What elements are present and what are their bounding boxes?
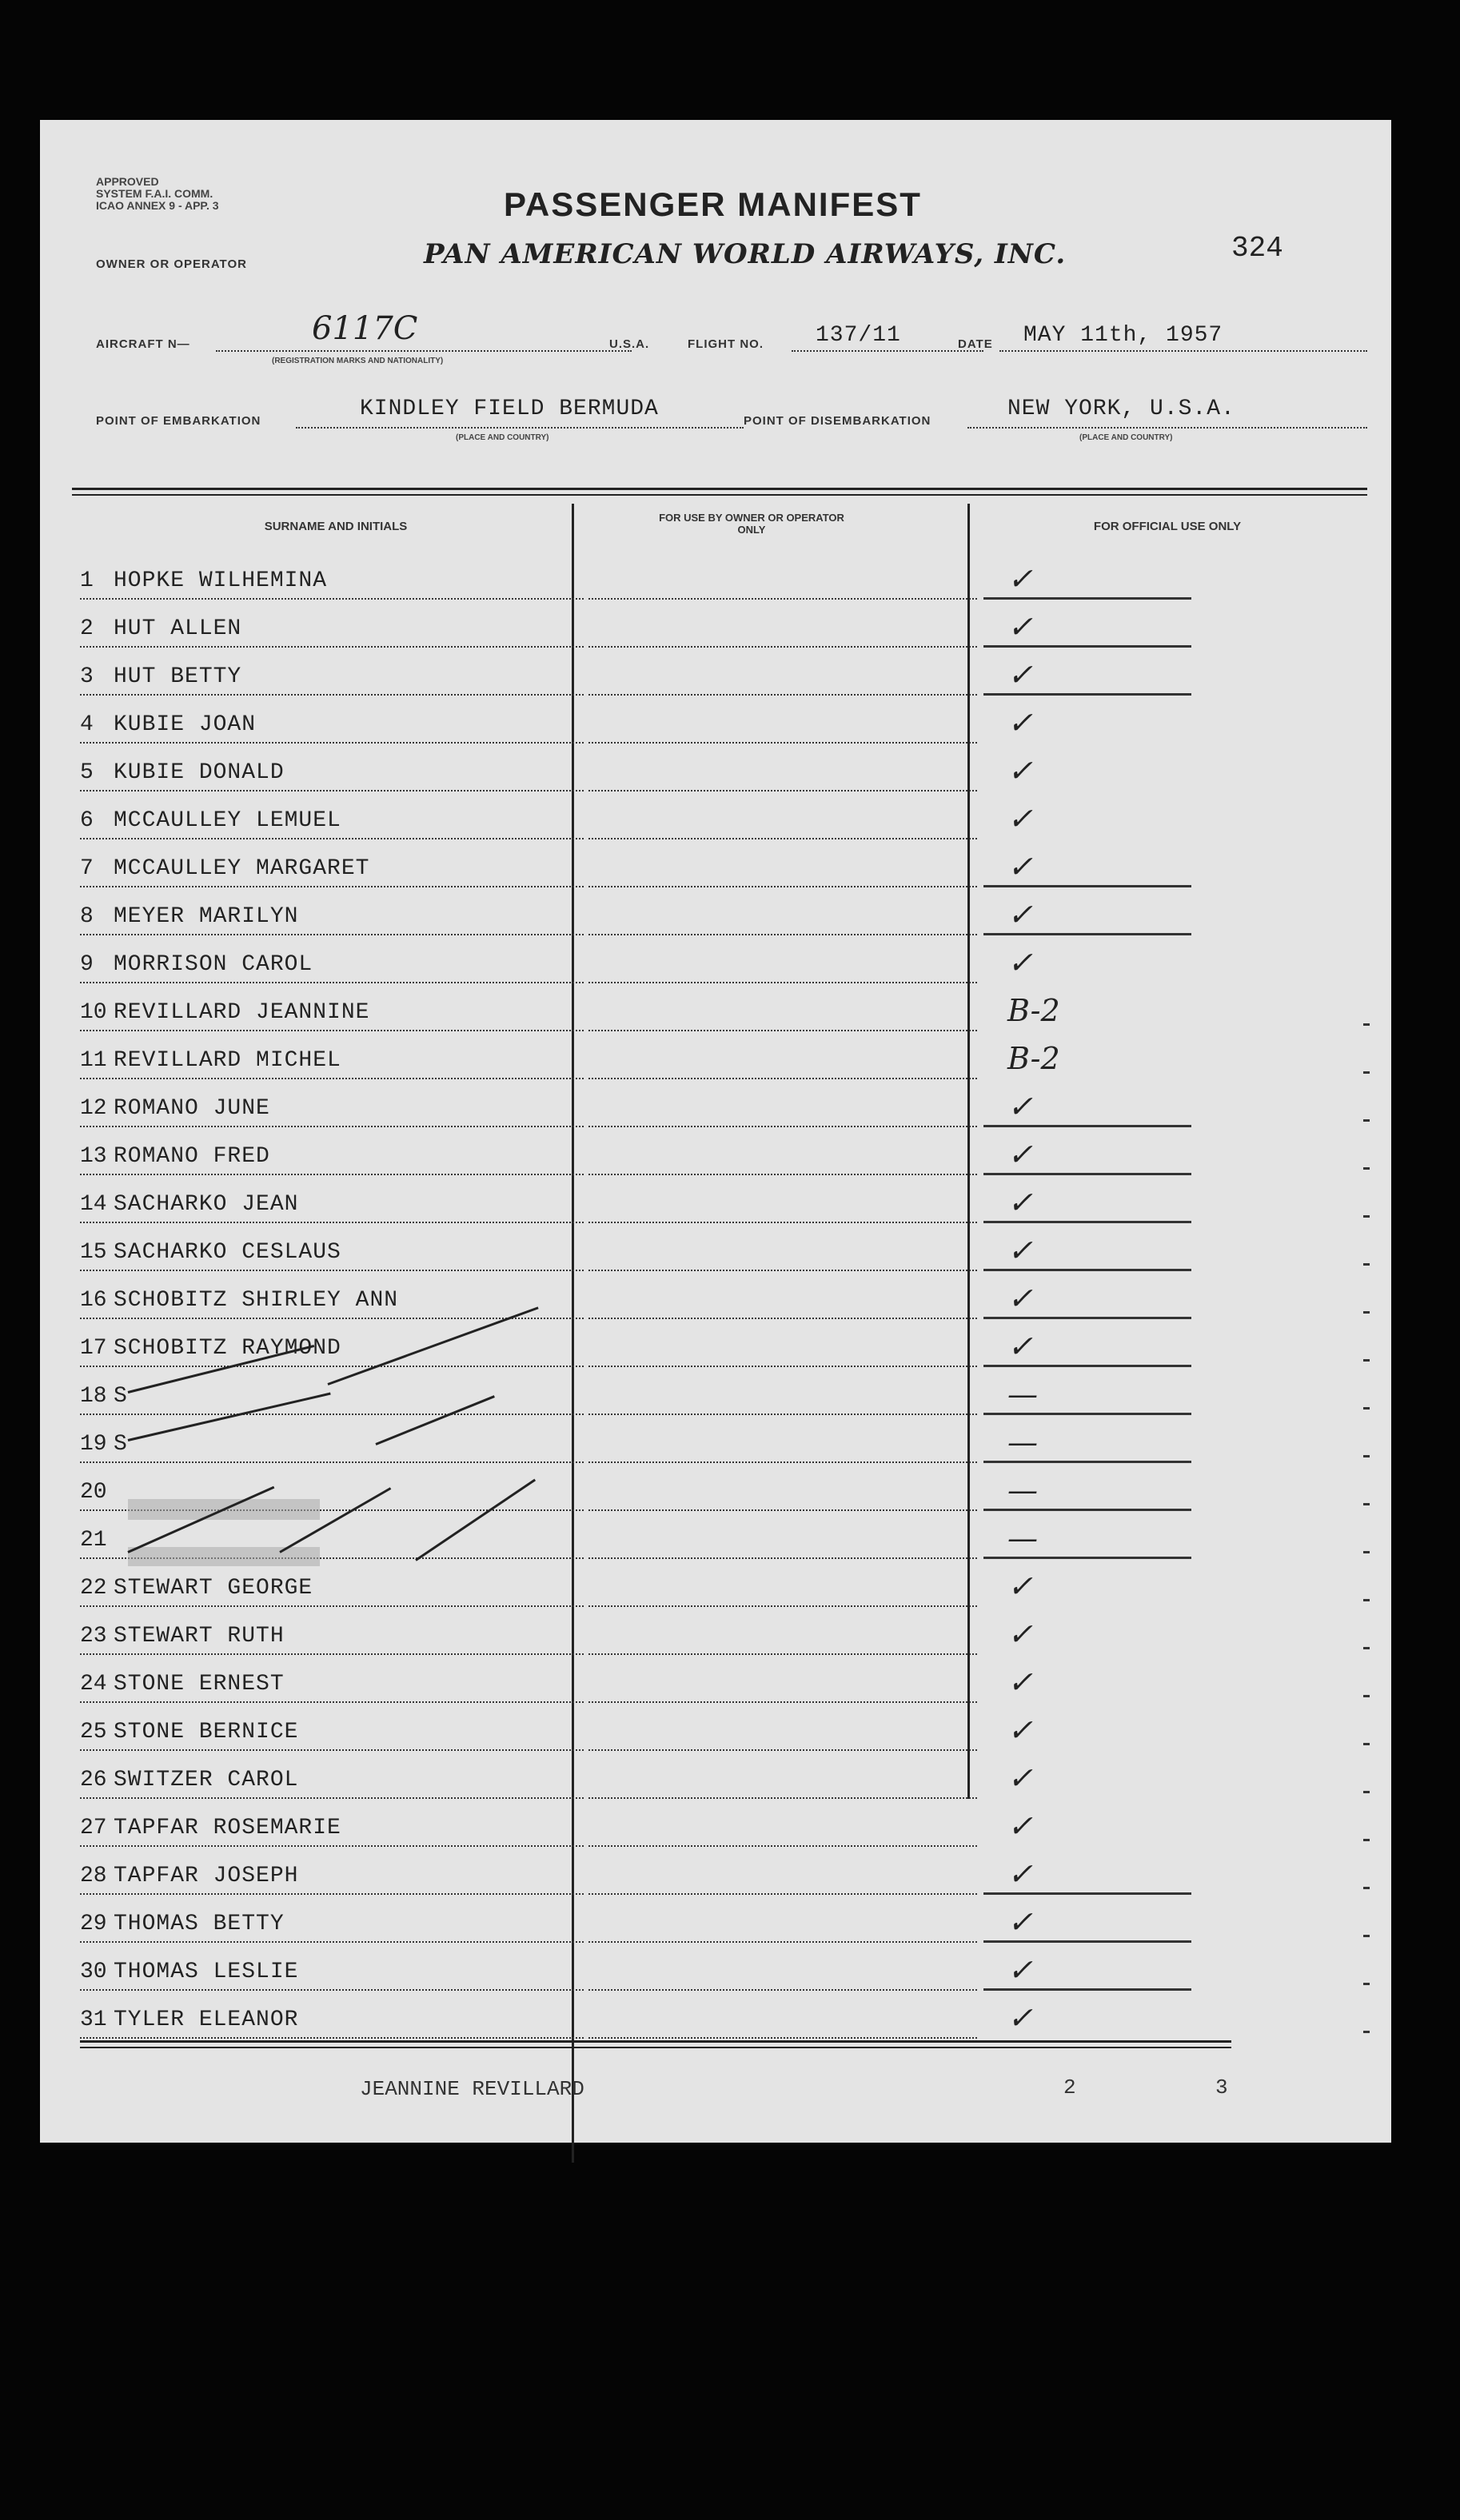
- official-dash-mark: —: [1007, 1473, 1038, 1508]
- passenger-row: [80, 983, 1247, 1031]
- official-check-mark: ✓: [1007, 1089, 1033, 1124]
- owner-use-column-header: FOR USE BY OWNER OR OPERATOR ONLY: [659, 512, 844, 536]
- passenger-name: THOMAS LESLIE: [114, 1960, 299, 1984]
- margin-tick: [1363, 1119, 1370, 1122]
- margin-tick: [1363, 1407, 1370, 1410]
- passenger-row: [80, 1751, 1247, 1799]
- passenger-name: STONE ERNEST: [114, 1672, 285, 1697]
- margin-tick: [1363, 1551, 1370, 1553]
- flight-field-line: [792, 350, 983, 352]
- official-check-mark: ✓: [1007, 1808, 1033, 1844]
- date-field-line: [999, 350, 1367, 352]
- passenger-name: SACHARKO JEAN: [114, 1192, 299, 1217]
- passenger-row: [80, 1127, 1247, 1175]
- passenger-row: [80, 839, 1247, 887]
- official-check-mark: ✓: [1007, 897, 1033, 932]
- disembarkation-note: (PLACE AND COUNTRY): [1079, 433, 1173, 442]
- margin-tick: [1363, 1215, 1370, 1218]
- approval-line: SYSTEM F.A.I. COMM.: [96, 187, 213, 200]
- official-check-mark: ✓: [1007, 609, 1033, 644]
- official-check-mark: ✓: [1007, 1952, 1033, 1988]
- embarkation-note: (PLACE AND COUNTRY): [456, 433, 549, 442]
- margin-tick: [1363, 1695, 1370, 1697]
- official-check-mark: ✓: [1007, 801, 1033, 836]
- margin-tick: [1363, 1791, 1370, 1793]
- row-number: 5: [80, 760, 94, 785]
- passenger-row: [80, 1175, 1247, 1223]
- margin-tick: [1363, 1359, 1370, 1362]
- row-number: 10: [80, 1000, 107, 1025]
- passenger-row: [80, 887, 1247, 935]
- footer-rule-top: [80, 2040, 1231, 2043]
- row-number: 29: [80, 1912, 107, 1936]
- official-check-mark: ✓: [1007, 753, 1033, 788]
- page-number: 2: [1063, 2075, 1076, 2099]
- date-label: DATE: [958, 337, 993, 351]
- official-check-mark: ✓: [1007, 1329, 1033, 1364]
- passenger-name: HOPKE WILHEMINA: [114, 568, 328, 593]
- registration-note: (REGISTRATION MARKS AND NATIONALITY): [272, 357, 444, 365]
- row-number: 13: [80, 1144, 107, 1169]
- aircraft-label: AIRCRAFT N—: [96, 337, 190, 351]
- row-number: 15: [80, 1240, 107, 1265]
- row-number: 22: [80, 1576, 107, 1601]
- passenger-name: S: [114, 1432, 128, 1457]
- row-number: 21: [80, 1528, 107, 1553]
- passenger-row: [80, 1031, 1247, 1079]
- passenger-name: ROMANO FRED: [114, 1144, 270, 1169]
- passenger-name: SACHARKO CESLAUS: [114, 1240, 341, 1265]
- row-number: 28: [80, 1864, 107, 1888]
- passenger-row: [80, 1559, 1247, 1607]
- margin-tick: [1363, 1887, 1370, 1889]
- passenger-row: [80, 791, 1247, 839]
- margin-tick: [1363, 2031, 1370, 2033]
- row-number: 12: [80, 1096, 107, 1121]
- passenger-name: TAPFAR ROSEMARIE: [114, 1816, 341, 1840]
- disembarkation-label: POINT OF DISEMBARKATION: [744, 414, 931, 428]
- row-number: 2: [80, 616, 94, 641]
- row-number: 25: [80, 1720, 107, 1744]
- row-number: 17: [80, 1336, 107, 1361]
- row-number: 3: [80, 664, 94, 689]
- official-use-column-header: FOR OFFICIAL USE ONLY: [1093, 520, 1242, 533]
- row-number: 23: [80, 1624, 107, 1649]
- passenger-row: [80, 648, 1247, 696]
- passenger-name: KUBIE DONALD: [114, 760, 285, 785]
- disembarkation-place: NEW YORK, U.S.A.: [1007, 397, 1235, 421]
- margin-tick: [1363, 1599, 1370, 1601]
- passenger-name: STONE BERNICE: [114, 1720, 299, 1744]
- passenger-name: SCHOBITZ SHIRLEY ANN: [114, 1288, 399, 1313]
- margin-tick: [1363, 1743, 1370, 1745]
- passenger-row: [80, 1847, 1247, 1895]
- official-check-mark: ✓: [1007, 1713, 1033, 1748]
- disembarkation-field-line: [967, 427, 1367, 429]
- nationality: U.S.A.: [609, 337, 650, 351]
- passenger-name: SCHOBITZ RAYMOND: [114, 1336, 341, 1361]
- official-seat-note: B-2: [1007, 993, 1060, 1028]
- passenger-row: [80, 1943, 1247, 1991]
- passenger-row: [80, 1415, 1247, 1463]
- redaction-smudge: [128, 1547, 320, 1566]
- header-rule-bottom: [72, 494, 1367, 496]
- passenger-name: MORRISON CAROL: [114, 952, 313, 977]
- aircraft-field-line: [216, 350, 632, 352]
- official-check-mark: ✓: [1007, 1281, 1033, 1316]
- passenger-name: TAPFAR JOSEPH: [114, 1864, 299, 1888]
- row-number: 16: [80, 1288, 107, 1313]
- row-number: 30: [80, 1960, 107, 1984]
- row-number: 8: [80, 904, 94, 929]
- row-number: 14: [80, 1192, 107, 1217]
- passenger-row: [80, 744, 1247, 791]
- embarkation-field-line: [296, 427, 744, 429]
- row-number: 20: [80, 1480, 107, 1505]
- page-count: 3: [1215, 2075, 1228, 2099]
- official-check-mark: ✓: [1007, 1904, 1033, 1940]
- aircraft-number: 6117C: [312, 310, 418, 347]
- official-check-mark: ✓: [1007, 1856, 1033, 1892]
- row-number: 27: [80, 1816, 107, 1840]
- manifest-page: [40, 120, 1391, 2143]
- official-dash-mark: —: [1007, 1425, 1038, 1460]
- document-title: PASSENGER MANIFEST: [504, 185, 922, 223]
- margin-tick: [1363, 1503, 1370, 1505]
- margin-tick: [1363, 1455, 1370, 1457]
- passenger-name: ROMANO JUNE: [114, 1096, 270, 1121]
- passenger-row: [80, 1799, 1247, 1847]
- official-check-mark: ✓: [1007, 1137, 1033, 1172]
- official-check-mark: ✓: [1007, 945, 1033, 980]
- passenger-name: HUT BETTY: [114, 664, 242, 689]
- margin-tick: [1363, 1935, 1370, 1937]
- passenger-row: [80, 552, 1247, 600]
- margin-tick: [1363, 1983, 1370, 1985]
- row-number: 9: [80, 952, 94, 977]
- row-number: 7: [80, 856, 94, 881]
- passenger-name: MCCAULLEY LEMUEL: [114, 808, 341, 833]
- flight-label: FLIGHT NO.: [688, 337, 764, 351]
- passenger-name: REVILLARD JEANNINE: [114, 1000, 370, 1025]
- row-number: 4: [80, 712, 94, 737]
- official-check-mark: ✓: [1007, 2000, 1033, 2036]
- passenger-row: [80, 1607, 1247, 1655]
- passenger-name: STEWART GEORGE: [114, 1576, 313, 1601]
- official-check-mark: ✓: [1007, 657, 1033, 692]
- flight-number: 137/11: [816, 323, 901, 348]
- row-number: 19: [80, 1432, 107, 1457]
- approval-stamp: [96, 176, 219, 212]
- passenger-row: [80, 1367, 1247, 1415]
- passenger-row: [80, 1895, 1247, 1943]
- header-rule-top: [72, 488, 1367, 490]
- row-number: 26: [80, 1768, 107, 1792]
- footer-rule-bottom: [80, 2047, 1231, 2048]
- passenger-row: [80, 600, 1247, 648]
- flight-date: MAY 11th, 1957: [1023, 323, 1223, 348]
- passenger-name: MCCAULLEY MARGARET: [114, 856, 370, 881]
- passenger-name: TYLER ELEANOR: [114, 2008, 299, 2032]
- margin-tick: [1363, 1647, 1370, 1649]
- passenger-row: [80, 1655, 1247, 1703]
- embarkation-label: POINT OF EMBARKATION: [96, 414, 261, 428]
- passenger-row: [80, 1223, 1247, 1271]
- official-check-mark: ✓: [1007, 1617, 1033, 1652]
- passenger-name: MEYER MARILYN: [114, 904, 299, 929]
- margin-tick: [1363, 1167, 1370, 1170]
- passenger-row: [80, 1703, 1247, 1751]
- prepared-by-name: JEANNINE REVILLARD: [360, 2077, 584, 2101]
- official-check-mark: ✓: [1007, 1569, 1033, 1604]
- official-check-mark: ✓: [1007, 561, 1033, 596]
- official-check-mark: ✓: [1007, 1760, 1033, 1796]
- margin-tick: [1363, 1839, 1370, 1841]
- row-number: 18: [80, 1384, 107, 1409]
- embarkation-place: KINDLEY FIELD BERMUDA: [360, 397, 659, 421]
- passenger-name: HUT ALLEN: [114, 616, 242, 641]
- official-check-mark: ✓: [1007, 1665, 1033, 1700]
- row-number: 1: [80, 568, 94, 593]
- row-number: 31: [80, 2008, 107, 2032]
- airline-name: PAN AMERICAN WORLD AIRWAYS, INC.: [424, 238, 1067, 270]
- official-dash-mark: —: [1007, 1377, 1038, 1412]
- margin-tick: [1363, 1263, 1370, 1266]
- passenger-name: SWITZER CAROL: [114, 1768, 299, 1792]
- passenger-row: [80, 1991, 1247, 2039]
- margin-tick: [1363, 1311, 1370, 1314]
- passenger-name: KUBIE JOAN: [114, 712, 257, 737]
- page-stamp: 324: [1231, 232, 1283, 265]
- row-number: 6: [80, 808, 94, 833]
- row-number: 11: [80, 1048, 107, 1073]
- passenger-name: S: [114, 1384, 128, 1409]
- passenger-name: THOMAS BETTY: [114, 1912, 285, 1936]
- approval-line: ICAO ANNEX 9 - APP. 3: [96, 199, 219, 212]
- official-check-mark: ✓: [1007, 849, 1033, 884]
- passenger-row: [80, 1079, 1247, 1127]
- official-dash-mark: —: [1007, 1521, 1038, 1556]
- official-check-mark: ✓: [1007, 1233, 1033, 1268]
- margin-tick: [1363, 1071, 1370, 1074]
- passenger-row: [80, 935, 1247, 983]
- margin-tick: [1363, 1023, 1370, 1026]
- official-seat-note: B-2: [1007, 1041, 1060, 1076]
- surname-column-header: SURNAME AND INITIALS: [264, 520, 408, 533]
- passenger-name: STEWART RUTH: [114, 1624, 285, 1649]
- official-check-mark: ✓: [1007, 1185, 1033, 1220]
- passenger-row: [80, 1271, 1247, 1319]
- passenger-name: REVILLARD MICHEL: [114, 1048, 341, 1073]
- row-number: 24: [80, 1672, 107, 1697]
- owner-label: OWNER OR OPERATOR: [96, 257, 247, 271]
- approval-line: APPROVED: [96, 175, 159, 188]
- official-check-mark: ✓: [1007, 705, 1033, 740]
- passenger-row: [80, 696, 1247, 744]
